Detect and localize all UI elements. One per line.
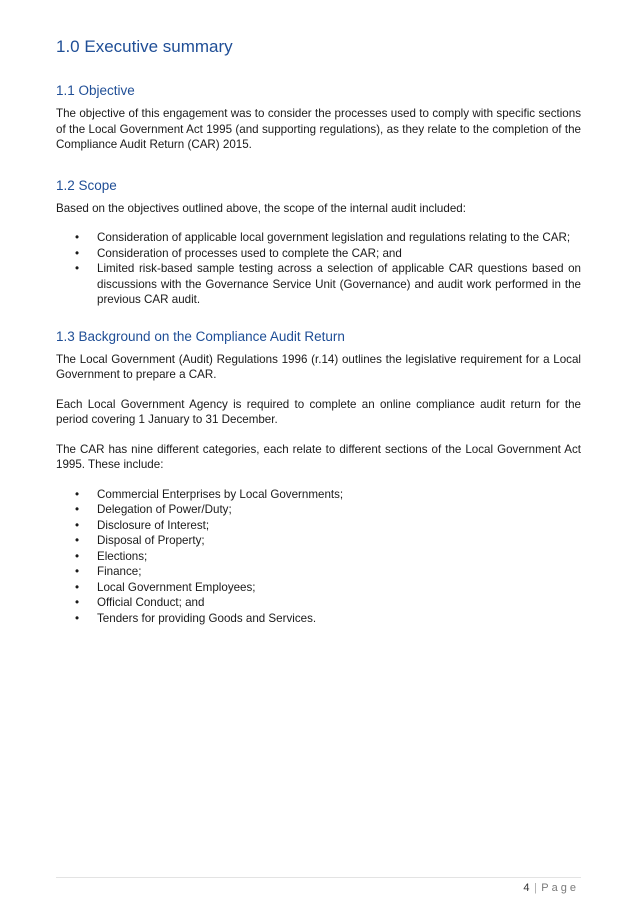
- bullet-icon: •: [75, 262, 80, 275]
- bullet-icon: •: [75, 580, 80, 594]
- list-item: • Official Conduct; and: [75, 596, 205, 609]
- footer-divider: [56, 877, 581, 878]
- background-paragraph-2: Each Local Government Agency is required to complete an online compliance audit return for the period covering 1 January to 31 December.: [56, 397, 581, 426]
- list-item: • Disposal of Property;: [75, 534, 205, 547]
- scope-heading: 1.2 Scope: [56, 177, 117, 193]
- list-item: • Consideration of processes used to complete the CAR; and: [75, 246, 402, 260]
- objective-heading: 1.1 Objective: [56, 83, 135, 98]
- objective-section: [56, 82, 581, 153]
- bullet-icon: •: [75, 565, 80, 578]
- list-item: • Commercial Enterprises by Local Governments;: [75, 487, 344, 501]
- list-item: • Tenders for providing Goods and Services.: [75, 611, 317, 625]
- list-item: • Consideration of applicable local government legislation and regulations relating to the CAR;: [75, 231, 571, 244]
- bullet-icon: •: [75, 503, 80, 516]
- list-item: • Elections;: [75, 549, 148, 563]
- footer-separator: |: [533, 882, 538, 894]
- page-label: Page: [541, 882, 579, 894]
- objective-text: The objective of this engagement was to consider the processes used to comply with specific sections of the Local Government Act 1995 (and supporting regulations), as they relate to the completion of the Compliance Audit Return (CAR) 2015.: [56, 107, 581, 151]
- background-heading: 1.3 Background on the Compliance Audit Return: [56, 328, 345, 344]
- page-footer: [523, 882, 579, 894]
- scope-list: [56, 230, 581, 308]
- bullet-icon: •: [75, 611, 80, 625]
- background-paragraph-3: The CAR has nine different categories, each relate to different sections of the Local Government Act 1995. These include:: [56, 442, 581, 471]
- bullet-icon: •: [75, 231, 80, 244]
- list-item: • Delegation of Power/Duty;: [75, 503, 232, 516]
- bullet-icon: •: [75, 246, 80, 260]
- document-page: [56, 36, 581, 650]
- page-number: 4: [523, 882, 530, 894]
- background-paragraph-1: The Local Government (Audit) Regulations 1996 (r.14) outlines the legislative requirement for a Local Government to prepare a CAR.: [56, 352, 581, 381]
- list-item: • Limited risk-based sample testing across a selection of applicable CAR questions based on discussions with the Governance Service Unit (Governance) and audit work performed in the previous CAR audit.: [75, 262, 581, 306]
- scope-section: [56, 177, 581, 308]
- scope-intro: Based on the objectives outlined above, the scope of the internal audit included:: [56, 201, 466, 215]
- executive-summary-heading: 1.0 Executive summary: [56, 37, 233, 56]
- bullet-icon: •: [75, 518, 80, 532]
- bullet-icon: •: [75, 487, 80, 501]
- list-item: • Disclosure of Interest;: [75, 518, 210, 532]
- background-section: [56, 328, 581, 627]
- bullet-icon: •: [75, 596, 80, 609]
- bullet-icon: •: [75, 549, 80, 563]
- bullet-icon: •: [75, 534, 80, 547]
- list-item: • Local Government Employees;: [75, 580, 256, 594]
- categories-list: [56, 487, 581, 627]
- list-item: • Finance;: [75, 565, 142, 578]
